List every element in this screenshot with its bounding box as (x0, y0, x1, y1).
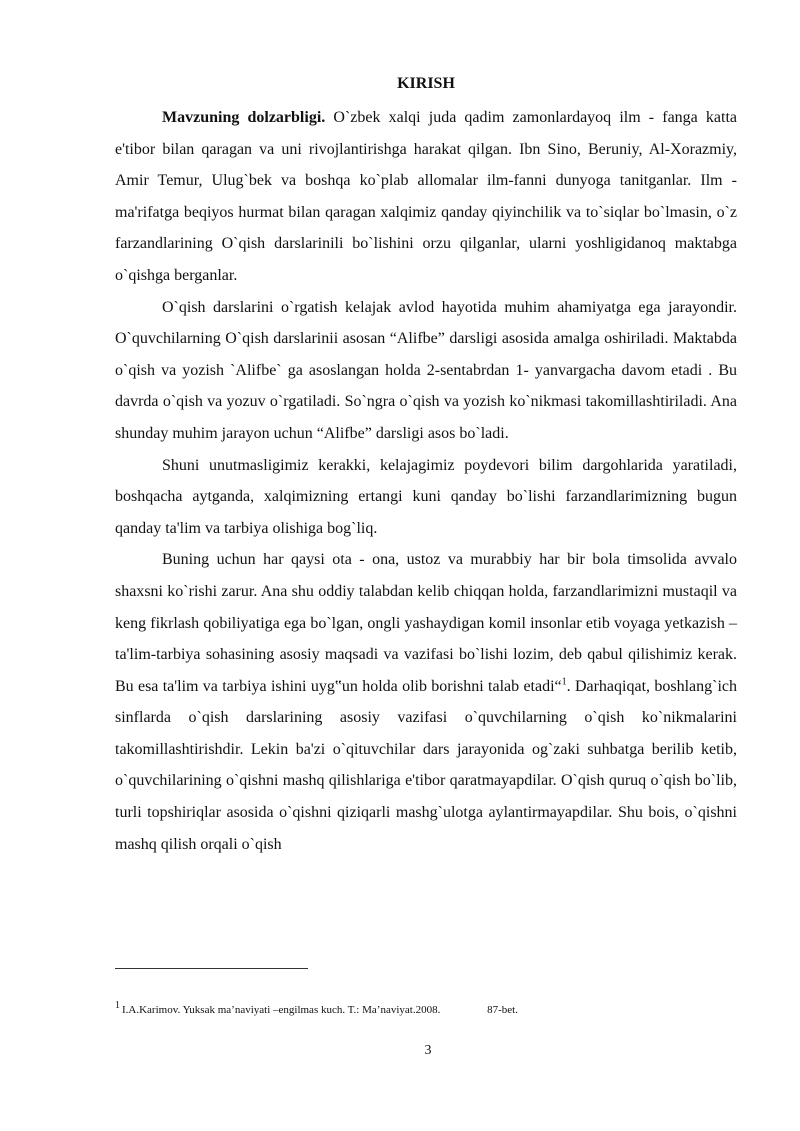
paragraph-2 (115, 292, 737, 450)
footnote-reference[interactable]: 1 (561, 676, 567, 688)
footnote (115, 1000, 737, 1017)
document-page (115, 74, 737, 860)
section-title: KIRISH (397, 75, 455, 92)
paragraph-text: O`qish darslarini o`rgatish kelajak avlod hayotida muhim ahamiyatga ega jarayondir. O`quvchilarning O`qish darslarinii asosan “Alifbe” darsligi asosida amalga oshiriladi. Maktabda o`qish va yozish `Alifbe` ga asoslangan holda 2-sentabrdan 1- yanvargacha davom etadi . Bu davrda o`qish va yozuv o`rgatiladi. So`ngra o`qish va yozish ko`nikmasi takomillashtiriladi. Ana shunday muhim jarayon uchun “Alifbe” darsligi asos bo`ladi. (115, 298, 737, 442)
paragraph-text: O`zbek xalqi juda qadim zamonlardayoq ilm - fanga katta e'tibor bilan qaragan va uni rivojlantirishga harakat qilgan. Ibn Sino, Beruniy, Al-Xorazmiy, Amir Temur, Ulug`bek va boshqa ko`plab allomalar ilm-fanni dunyoga tanitganlar. Ilm - ma'rifatga beqiyos hurmat bilan qaragan xalqimiz qanday qiyinchilik va to`siqlar bo`lmasin, o`z farzandlarining O`qish darslarinili bo`lishini orzu qilganlar, ularni yoshligidanoq maktabga o`qishga berganlar. (115, 109, 738, 284)
footnote-mark: 1 (115, 1000, 120, 1012)
paragraph-text: Shuni unutmasligimiz kerakki, kelajagimiz poydevori bilim dargohlarida yaratiladi, boshqacha aytganda, xalqimizning ertangi kuni qanday bo`lishi farzandlarimizning bugun qanday ta'lim va tarbiya olishiga bog`liq. (115, 456, 737, 537)
paragraph-lead: Mavzuning dolzarbligi. (162, 109, 326, 126)
paragraph-text: Buning uchun har qaysi ota - ona, ustoz va murabbiy har bir bola timsolida avvalo shaxsni ko`rishi zarur. Ana shu oddiy talabdan kelib chiqqan holda, farzandlarimizni mustaqil va keng fikrlash qobiliyatiga ega bo`lgan, ongli yashaydigan komil insonlar etib voyaga yetkazish – ta'lim-tarbiya sohasining asosiy maqsadi va vazifasi bo`lishi lozim, deb qabul qilishimiz kerak. Bu esa ta'lim va tarbiya ishini uyg‟un holda olib borishni talab etadi“ (115, 551, 737, 695)
paragraph-text-continued: . Darhaqiqat, boshlang`ich sinflarda o`qish darslarining asosiy vazifasi o`quvchilarning o`qish ko`nikmalarini takomillashtirishdir. Lekin ba'zi o`qituvchilar dars jarayonida og`zaki suhbatga berilib ketib, o`quvchilarining o`qishni mashq qilishlariga e'tibor qaratmayapdilar. O`qish quruq o`qish bo`lib, turli topshiriqlar asosida o`qishni qiziqarli mashg`ulotga aylantirmayapdilar. Shu bois, o`qishni mashq qilish orqali o`qish (115, 677, 737, 853)
paragraph-4 (115, 544, 737, 860)
paragraph-1 (115, 102, 737, 292)
footnote-text: I.A.Karimov. Yuksak ma’naviyati –engilmas kuch. T.: Ma’naviyat.2008. 87-bet. (122, 1004, 518, 1016)
paragraph-3 (115, 450, 737, 545)
page-number: 3 (424, 1043, 432, 1058)
footnote-separator (115, 968, 308, 969)
